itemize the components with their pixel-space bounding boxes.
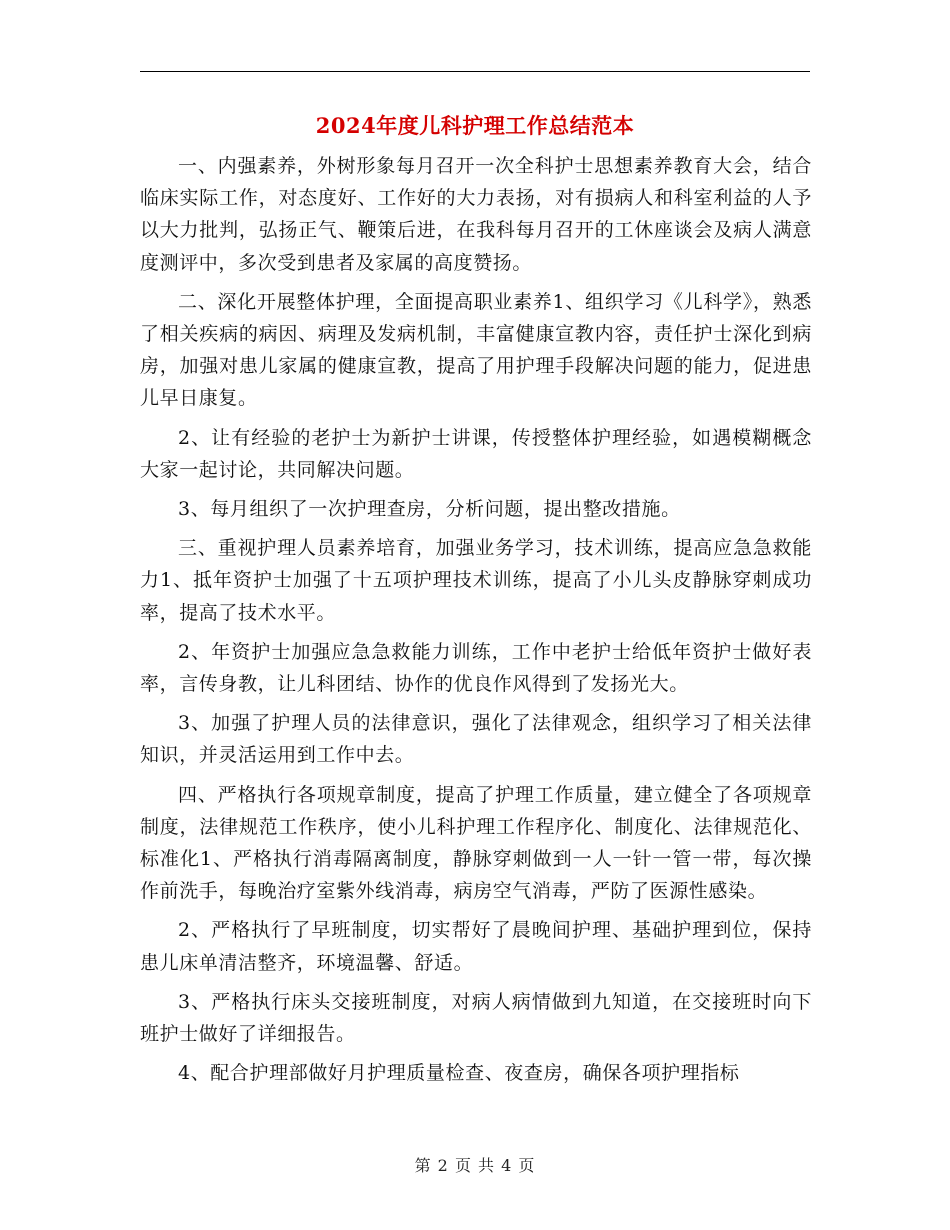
paragraph-11: 4、配合护理部做好月护理质量检查、夜查房，确保各项护理指标 xyxy=(178,1062,740,1085)
paragraph-9: 2、严格执行了早班制度，切实帮好了晨晚间护理、基础护理到位，保持患儿床单清洁整齐，环境温馨、舒适。 xyxy=(140,919,812,974)
paragraph-6: 2、年资护士加强应急急救能力训练，工作中老护士给低年资护士做好表率，言传身教，让儿科团结、协作的优良作风得到了发扬光大。 xyxy=(140,640,812,696)
page-number: 第 2 页 共 4 页 xyxy=(414,1156,536,1175)
document-body xyxy=(140,150,812,1096)
paragraph-5: 三、重视护理人员素养培育，加强业务学习，技术训练，提高应急急救能力1、抵年资护士加强了十五项护理技术训练，提高了小儿头皮静脉穿刺成功率，提高了技术水平。 xyxy=(140,537,812,624)
paragraph-2: 二、深化开展整体护理，全面提高职业素养1、组织学习《儿科学》，熟悉了相关疾病的病因、病理及发病机制，丰富健康宣教内容，责任护士深化到病房，加强对患儿家属的健康宣教，提高了用护理手段解决问题的能力，促进患儿早日康复。 xyxy=(140,290,812,410)
paragraph-1: 一、内强素养，外树形象每月召开一次全科护士思想素养教育大会，结合临床实际工作，对态度好、工作好的大力表扬，对有损病人和科室利益的人予以大力批判，弘扬正气、鞭策后进，在我科每月召开的工休座谈会及病人满意度测评中，多次受到患者及家属的高度赞扬。 xyxy=(140,155,812,274)
paragraph-10: 3、严格执行床头交接班制度，对病人病情做到九知道，在交接班时向下班护士做好了详细报告。 xyxy=(140,990,812,1046)
document-title: 2024年度儿科护理工作总结范本 xyxy=(315,113,635,138)
header-rule xyxy=(140,71,810,72)
paragraph-8: 四、严格执行各项规章制度，提高了护理工作质量，建立健全了各项规章制度，法律规范工作秩序，使小儿科护理工作程序化、制度化、法律规范化、标准化1、严格执行消毒隔离制度，静脉穿刺做到一人一针一管一带，每次操作前洗手，每晚治疗室紫外线消毒，病房空气消毒，严防了医源性感染。 xyxy=(140,783,812,903)
paragraph-3: 2、让有经验的老护士为新护士讲课，传授整体护理经验，如遇模糊概念大家一起讨论，共同解决问题。 xyxy=(140,426,812,481)
paragraph-4: 3、每月组织了一次护理查房，分析问题，提出整改措施。 xyxy=(178,498,681,521)
paragraph-7: 3、加强了护理人员的法律意识，强化了法律观念，组织学习了相关法律知识，并灵活运用到工作中去。 xyxy=(140,712,812,767)
